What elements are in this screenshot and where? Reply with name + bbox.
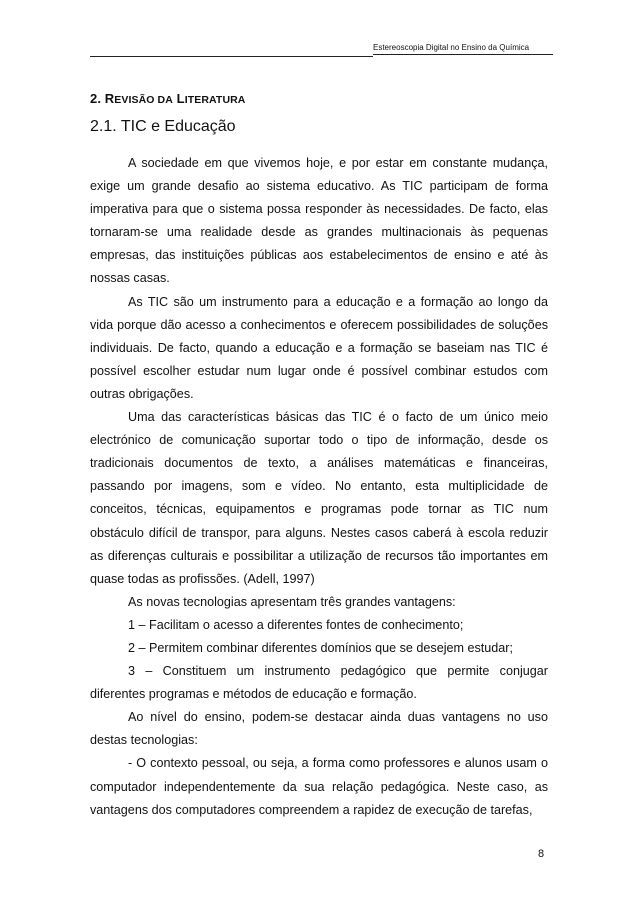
list-item: 1 – Facilitam o acesso a diferentes fontes de conhecimento; [128, 617, 464, 632]
chapter-word1-rest: EVISÃO DA [114, 94, 173, 106]
chapter-word2-rest: ITERATURA [184, 94, 246, 106]
paragraph: As TIC são um instrumento para a educação e a formação ao longo da vida porque dão acesso a conhecimentos e oferecem possibilidades de soluções individuais. De facto, quando a educação e a formação se baseiam nas TIC é possível escolher estudar num lugar onde é possível combinar estudos com outras obrigações. [90, 294, 548, 401]
chapter-word1-initial: R [104, 91, 115, 106]
list-item: 2 – Permitem combinar diferentes domínios que se desejem estudar; [128, 640, 514, 655]
body-text [90, 152, 548, 822]
chapter-word2-initial: L [176, 91, 185, 106]
list-item: 3 – Constituem um instrumento pedagógico que permite conjugar diferentes programas e métodos de educação e formação. [90, 664, 548, 702]
paragraph: As novas tecnologias apresentam três grandes vantagens: [128, 594, 456, 609]
running-header: Estereoscopia Digital no Ensino da Química [373, 42, 553, 55]
chapter-title [90, 91, 246, 106]
paragraph: Uma das características básicas das TIC é o facto de um único meio electrónico de comunicação suportar todo o tipo de informação, desde os tradicionais documentos de texto, a análises matemáticas e financeiras, passando por imagens, som e vídeo. No entanto, esta multiplicidade de conceitos, técnicas, equipamentos e programas pode tornar as TIC num obstáculo difícil de transpor, para alguns. Nestes casos caberá à escola reduzir as diferenças culturais e possibilitar a utilização de recursos tão importantes em quase todas as profissões. (Adell, 1997) [90, 410, 548, 586]
header-rule [90, 56, 373, 57]
paragraph: A sociedade em que vivemos hoje, e por estar em constante mudança, exige um grande desafio ao sistema educativo. As TIC participam de forma imperativa para que o sistema possa responder às necessidades. De facto, elas tornaram-se uma realidade desde as grandes multinacionais às pequenas empresas, das instituições públicas aos estabelecimentos de ensino e até às nossas casas. [90, 156, 548, 286]
section-title: 2.1. TIC e Educação [90, 118, 236, 135]
paragraph: - O contexto pessoal, ou seja, a forma como professores e alunos usam o computador independentemente da sua relação pedagógica. Neste caso, as vantagens dos computadores compreendem a rapidez de execução de tarefas, [90, 756, 548, 817]
page-number: 8 [538, 848, 545, 860]
chapter-number: 2. [90, 91, 102, 106]
paragraph: Ao nível do ensino, podem-se destacar ainda duas vantagens no uso destas tecnologias: [90, 710, 548, 748]
